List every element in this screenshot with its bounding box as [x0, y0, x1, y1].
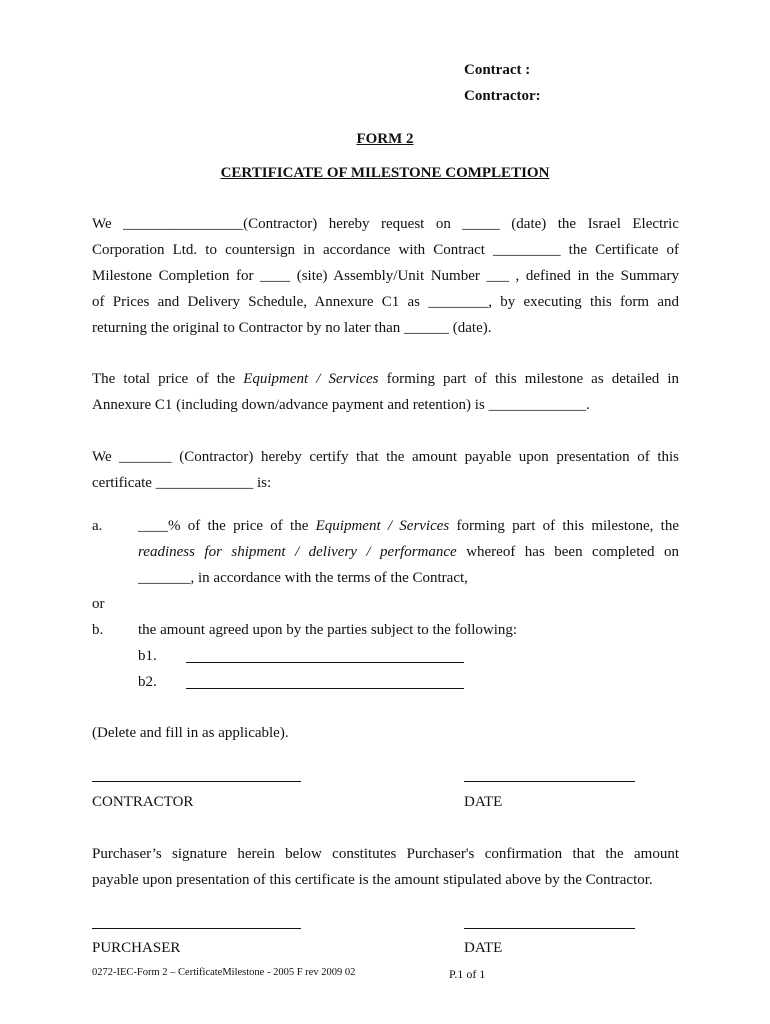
item-a-line-3: _______, in accordance with the terms of the Contract, — [138, 570, 468, 586]
item-a-label: a. — [92, 518, 103, 534]
contractor-signature-line — [92, 781, 301, 782]
item-b-label: b. — [92, 622, 104, 638]
purchaser-line-2: payable upon presentation of this certificate is the amount stipulated above by the Contractor. — [92, 872, 653, 888]
certify-line-1: We _______ (Contractor) hereby certify that the amount payable upon presentation of this — [92, 449, 679, 465]
purchaser-date-line — [464, 928, 635, 929]
request-line-4: of Prices and Delivery Schedule, Annexure C1 as ________, by executing this form and — [92, 294, 679, 310]
footer-page-number: P.1 of 1 — [449, 967, 486, 981]
contractor-date-line — [464, 781, 635, 782]
item-b-text: the amount agreed upon by the parties subject to the following: — [138, 622, 518, 638]
certify-line-2: certificate _____________ is: — [92, 475, 272, 491]
certificate-title: CERTIFICATE OF MILESTONE COMPLETION — [220, 165, 550, 181]
delete-note: (Delete and fill in as applicable). — [92, 725, 289, 741]
b1-label: b1. — [138, 648, 157, 664]
purchaser-date-label: DATE — [464, 940, 503, 956]
b1-fill-line — [186, 662, 464, 663]
request-line-5: returning the original to Contractor by no later than ______ (date). — [92, 320, 492, 336]
form-title: FORM 2 — [356, 131, 414, 147]
b2-fill-line — [186, 688, 464, 689]
b2-label: b2. — [138, 674, 157, 690]
request-line-1: We ________________(Contractor) hereby request on _____ (date) the Israel Electric — [92, 216, 679, 232]
request-line-3: Milestone Completion for ____ (site) Assembly/Unit Number ___ , defined in the Summary — [92, 268, 679, 284]
or-text: or — [92, 596, 105, 612]
contract-label: Contract : — [464, 62, 531, 78]
item-a-line-2: readiness for shipment / delivery / performance whereof has been completed on — [138, 544, 679, 560]
total-price-line-2: Annexure C1 (including down/advance payment and retention) is _____________. — [92, 397, 590, 413]
contractor-date-label: DATE — [464, 794, 503, 810]
purchaser-label-sign: PURCHASER — [92, 940, 181, 956]
item-a-line-1: ____% of the price of the Equipment / Services forming part of this milestone, the — [138, 518, 679, 534]
contractor-label: Contractor: — [464, 88, 541, 104]
contractor-label-sign: CONTRACTOR — [92, 794, 194, 810]
purchaser-signature-line — [92, 928, 301, 929]
request-line-2: Corporation Ltd. to countersign in accordance with Contract _________ the Certificate of — [92, 242, 679, 258]
purchaser-line-1: Purchaser’s signature herein below constitutes Purchaser's confirmation that the amount — [92, 846, 679, 862]
footer-doc-id: 0272-IEC-Form 2 – CertificateMilestone - 2005 F rev 2009 02 — [92, 967, 356, 978]
total-price-line-1: The total price of the Equipment / Services forming part of this milestone as detailed in — [92, 371, 679, 387]
